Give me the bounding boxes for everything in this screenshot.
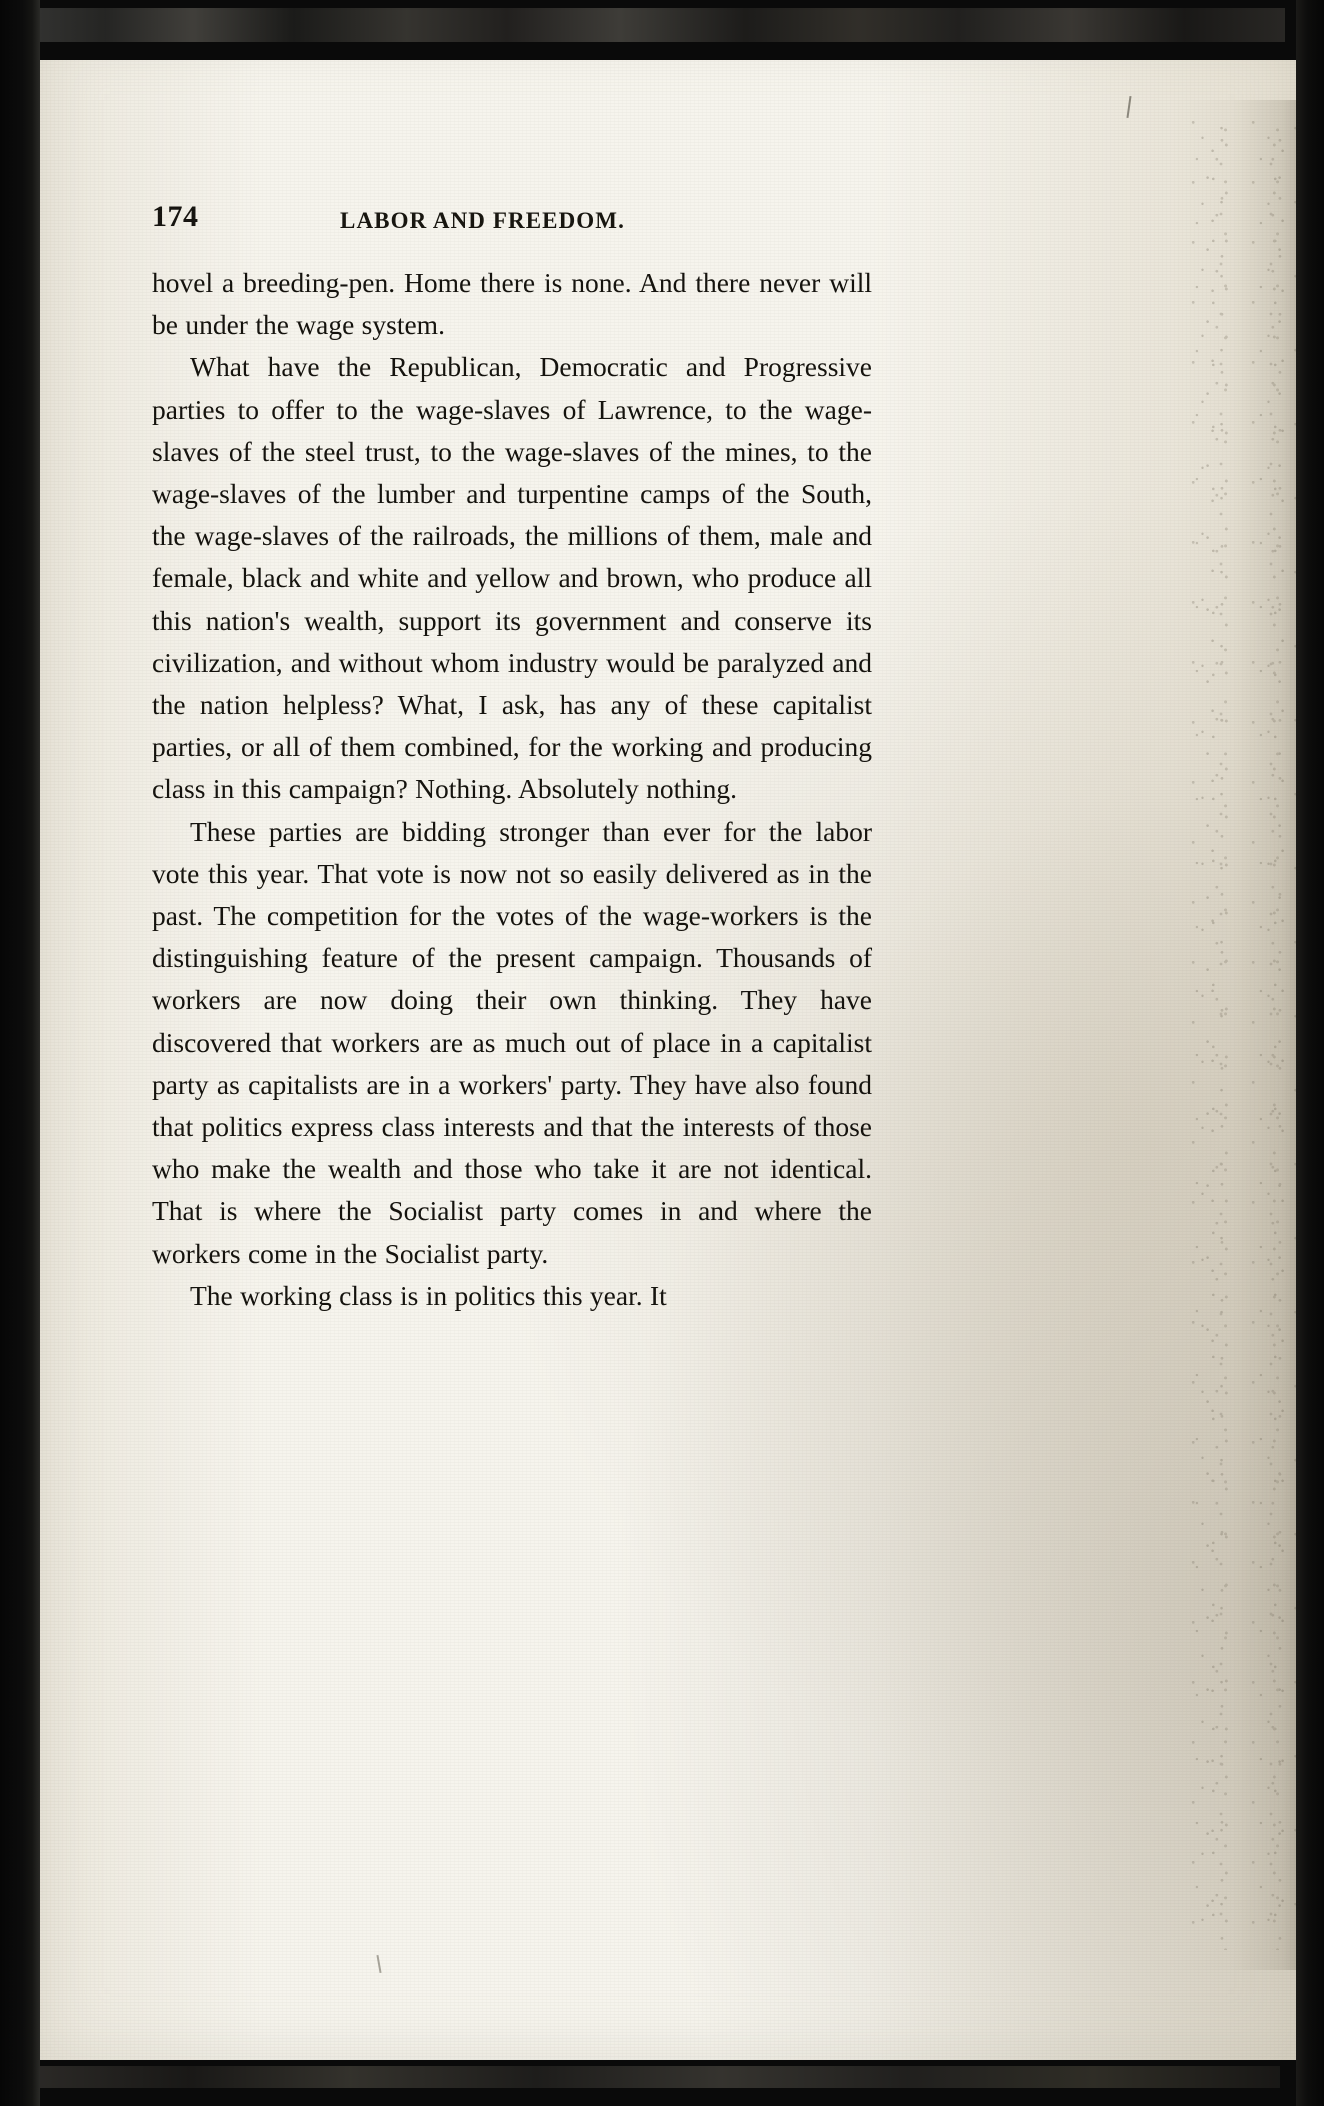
scan-border-right [1296,0,1324,2106]
running-head-title: LABOR AND FREEDOM. [340,208,625,233]
scan-border-bottom [0,2060,1324,2106]
paragraph: hovel a breeding-pen. Home there is none. And there never will be under the wage system. [152,267,872,341]
scan-border-top [0,0,1324,60]
paragraph: What have the Republican, Democratic and Progressive parties to offer to the wage-slaves of Lawrence, to the wage-slaves of the steel trust, to the wage-slaves of the mines, to the wage-slaves of the lumber and turpentine camps of the South, the wage-slaves of the railroads, the millions of them, male and female, black and white and yellow and brown, who produce all this nation's wealth, support its government and conserve its civilization, and without whom industry would be paralyzed and the nation helpless? What, I ask, has any of these capitalist parties, or all of them combined, for the working and producing class in this campaign? Nothing. Absolutely nothing. [152,351,872,805]
paragraph: The working class is in politics this year. It [190,1279,667,1311]
paragraph: These parties are bidding stronger than ever for the labor vote this year. That vote is now not so easily delivered as in the past. The competition for the votes of the wage-workers is the distinguishing feature of the present campaign. Thousands of workers are now doing their own thinking. They have discovered that workers are as much out of place in a capitalist party as capitalists are in a workers' party. They have also found that politics express class interests and that the interests of those who make the wealth and those who take it are not identical. That is where the Socialist party comes in and where the workers come in the Socialist party. [152,815,872,1269]
running-head [152,200,872,246]
scan-border-left [0,0,40,2106]
page-number: 174 [152,200,199,233]
text-column [152,200,872,1317]
